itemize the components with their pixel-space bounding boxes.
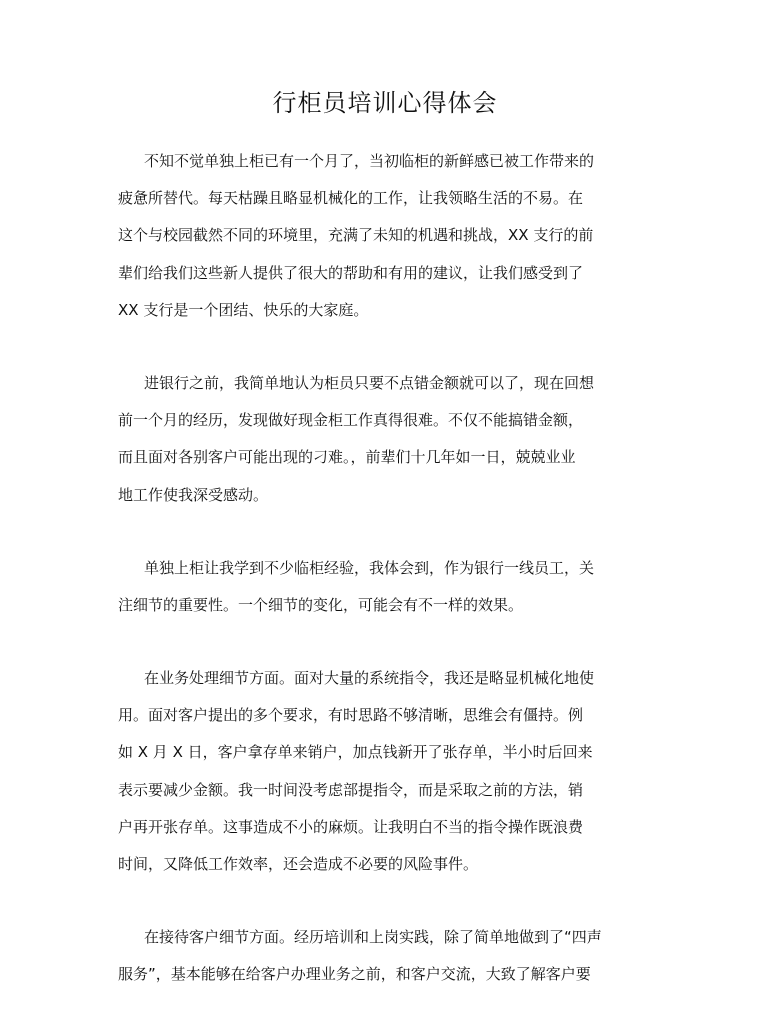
paragraph-line: 辈们给我们这些新人提供了很大的帮助和有用的建议，让我们感受到了	[118, 263, 584, 282]
paragraph-5	[118, 919, 658, 993]
paragraph-line: 户再开张存单。这事造成不小的麻烦。让我明白不当的指令操作既浪费	[118, 817, 584, 836]
paragraph-line: 这个与校园截然不同的环境里，充满了未知的机遇和挑战，XX 支行的前	[118, 226, 594, 245]
paragraph-2	[118, 365, 658, 514]
paragraph-line: 用。面对客户提出的多个要求，有时思路不够清晰，思维会有僵持。例	[118, 706, 584, 725]
paragraph-line: 而且面对各别客户可能出现的刁难。，前辈们十几年如一日，兢兢业业	[118, 448, 576, 467]
paragraph-line: 在接待客户细节方面。经历培训和上岗实践，除了简单地做到了“四声	[144, 928, 602, 947]
paragraph-line: 如 X 月 X 日，客户拿存单来销户，加点钱新开了张存单，半小时后回来	[118, 743, 593, 762]
paragraph-line: 疲惫所替代。每天枯躁且略显机械化的工作，让我领略生活的不易。在	[118, 189, 584, 208]
paragraph-line: 注细节的重要性。一个细节的变化，可能会有不一样的效果。	[118, 595, 524, 614]
paragraph-line: 前一个月的经历，发现做好现金柜工作真得很难。不仅不能搞错金额，	[118, 411, 584, 430]
document-body	[118, 143, 658, 1030]
paragraph-line: XX 支行是一个团结、快乐的大家庭。	[118, 300, 369, 319]
paragraph-1	[118, 143, 658, 329]
paragraph-line: 地工作使我深受感动。	[118, 485, 269, 504]
paragraph-3	[118, 550, 658, 624]
paragraph-4	[118, 660, 658, 883]
paragraph-line: 在业务处理细节方面。面对大量的系统指令，我还是略显机械化地使	[144, 669, 595, 688]
paragraph-line: 进银行之前，我简单地认为柜员只要不点错金额就可以了，现在回想	[144, 373, 595, 392]
paragraph-line: 单独上柜让我学到不少临柜经验，我体会到，作为银行一线员工，关	[144, 558, 595, 577]
paragraph-line: 时间，又降低工作效率，还会造成不必要的风险事件。	[118, 855, 479, 873]
paragraph-line: 表示要减少金额。我一时间没考虑部提指令，而是采取之前的方法，销	[118, 780, 584, 799]
page-title: 行柜员培训心得体会	[272, 89, 498, 117]
paragraph-line: 服务”，基本能够在给客户办理业务之前，和客户交流，大致了解客户要	[118, 965, 591, 984]
paragraph-line: 不知不觉单独上柜已有一个月了，当初临柜的新鲜感已被工作带来的	[144, 152, 595, 170]
